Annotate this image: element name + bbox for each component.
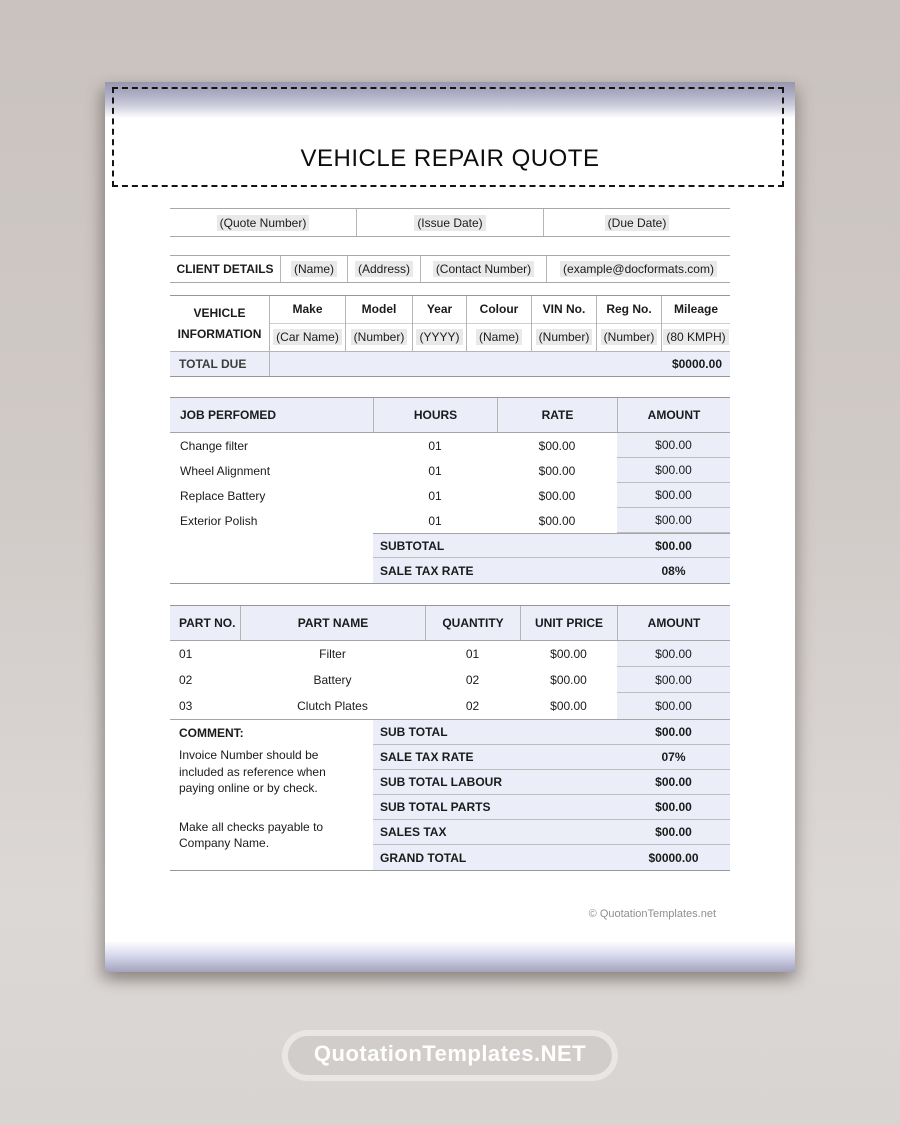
part-name: Battery <box>313 673 352 687</box>
job-row <box>170 508 730 533</box>
client-details-label: CLIENT DETAILS <box>176 262 274 276</box>
totals-label: SUB TOTAL LABOUR <box>380 775 502 789</box>
part-qty: 02 <box>465 699 480 713</box>
job-name: Exterior Polish <box>180 513 258 528</box>
job-subtotal-value: $00.00 <box>655 538 692 553</box>
year-header: Year <box>413 296 466 324</box>
comment-and-totals-section <box>170 719 730 870</box>
issue-date-placeholder[interactable]: (Issue Date) <box>414 215 485 231</box>
grand-total-label: GRAND TOTAL <box>380 850 467 865</box>
make-field[interactable] <box>270 324 345 351</box>
watermark-badge[interactable] <box>282 1030 618 1081</box>
comment-cell <box>170 720 373 870</box>
copyright-credit: © QuotationTemplates.net <box>588 908 716 920</box>
job-rate: $00.00 <box>538 513 576 528</box>
part-name: Filter <box>319 647 346 661</box>
vehicle-col-vin <box>531 296 596 351</box>
job-hours: 01 <box>428 513 442 528</box>
colour-field[interactable] <box>467 324 531 351</box>
job-tax-label: SALE TAX RATE <box>380 563 474 578</box>
totals-value: $00.00 <box>655 825 692 839</box>
job-amount: $00.00 <box>617 433 730 458</box>
mileage-header: Mileage <box>662 296 730 324</box>
job-amount-header: AMOUNT <box>617 398 730 432</box>
part-name: Clutch Plates <box>297 699 368 713</box>
part-no: 01 <box>179 647 193 661</box>
part-price: $00.00 <box>550 647 587 661</box>
total-due-label: TOTAL DUE <box>170 352 270 376</box>
part-no: 03 <box>179 699 193 713</box>
totals-row <box>373 770 730 795</box>
part-row <box>170 667 730 693</box>
total-due-value: $0000.00 <box>671 357 722 371</box>
part-price: $00.00 <box>550 673 587 687</box>
grand-total-row <box>373 845 730 870</box>
footer-gradient-strip <box>105 941 795 972</box>
make-placeholder[interactable]: (Car Name) <box>273 329 342 345</box>
mileage-field[interactable] <box>662 324 730 351</box>
job-rate: $00.00 <box>538 438 576 453</box>
client-email-field[interactable] <box>546 256 730 282</box>
mileage-placeholder[interactable]: (80 KMPH) <box>663 329 728 345</box>
quote-number-field[interactable] <box>170 209 356 236</box>
vehicle-col-mileage <box>661 296 730 351</box>
comment-label: COMMENT: <box>179 726 244 740</box>
job-row <box>170 433 730 458</box>
comment-paragraph-1: Invoice Number should be included as reference when paying online or by check. <box>179 748 326 795</box>
vin-placeholder[interactable]: (Number) <box>536 329 593 345</box>
hours-header: HOURS <box>373 398 497 432</box>
issue-date-field[interactable] <box>356 209 543 236</box>
totals-value: $00.00 <box>655 725 692 739</box>
totals-label: SUB TOTAL PARTS <box>380 800 491 814</box>
page-title: VEHICLE REPAIR QUOTE <box>300 145 600 172</box>
job-table-bottom-border <box>170 583 730 584</box>
model-placeholder[interactable]: (Number) <box>351 329 408 345</box>
job-performed-header: JOB PERFOMED <box>180 408 277 422</box>
job-row <box>170 458 730 483</box>
make-header: Make <box>270 296 345 324</box>
job-name: Replace Battery <box>180 488 266 503</box>
parts-totals <box>373 720 730 870</box>
comment-paragraph-2: Make all checks payable to Company Name. <box>179 819 324 850</box>
vehicle-information-table <box>170 295 730 377</box>
job-tax-value: 08% <box>661 563 686 578</box>
due-date-placeholder[interactable]: (Due Date) <box>605 215 670 231</box>
job-name: Wheel Alignment <box>180 463 271 478</box>
part-amount: $00.00 <box>617 641 730 667</box>
vehicle-col-year <box>412 296 466 351</box>
vehicle-information-label <box>170 296 270 351</box>
watermark-text[interactable]: QuotationTemplates.NET <box>288 1036 612 1075</box>
part-no-header: PART NO. <box>179 616 236 630</box>
document-page <box>105 82 795 972</box>
vehicle-col-make <box>270 296 345 351</box>
quote-info-row <box>170 208 730 237</box>
job-subtotal-row <box>373 533 730 558</box>
job-subtotal-label: SUBTOTAL <box>380 538 445 553</box>
reg-placeholder[interactable]: (Number) <box>601 329 658 345</box>
job-amount: $00.00 <box>617 508 730 533</box>
rate-header: RATE <box>497 398 617 432</box>
colour-header: Colour <box>467 296 531 324</box>
year-field[interactable] <box>413 324 466 351</box>
vehicle-label-line2: INFORMATION <box>177 327 262 342</box>
job-rate: $00.00 <box>538 488 576 503</box>
vehicle-col-model <box>345 296 412 351</box>
totals-value: $00.00 <box>655 800 692 814</box>
parts-table <box>170 605 730 871</box>
part-price: $00.00 <box>550 699 587 713</box>
totals-label: SALES TAX <box>380 825 447 839</box>
vehicle-col-reg <box>596 296 661 351</box>
client-name-field[interactable] <box>280 256 347 282</box>
totals-row <box>373 720 730 745</box>
totals-value: $00.00 <box>655 775 692 789</box>
part-amount-header: AMOUNT <box>617 606 730 640</box>
client-contact-field[interactable] <box>420 256 546 282</box>
totals-label: SUB TOTAL <box>380 725 448 739</box>
model-field[interactable] <box>346 324 412 351</box>
part-name-header: PART NAME <box>240 606 425 640</box>
vehicle-label-line1: VEHICLE <box>193 305 246 320</box>
totals-row <box>373 795 730 820</box>
job-performed-table <box>170 397 730 584</box>
job-row <box>170 483 730 508</box>
year-placeholder[interactable]: (YYYY) <box>416 329 462 345</box>
reg-field[interactable] <box>597 324 661 351</box>
quote-number-placeholder[interactable]: (Quote Number) <box>217 215 310 231</box>
client-address-field[interactable] <box>347 256 420 282</box>
job-rate: $00.00 <box>538 463 576 478</box>
client-address-placeholder[interactable]: (Address) <box>355 261 413 277</box>
client-contact-placeholder[interactable]: (Contact Number) <box>433 261 534 277</box>
client-name-placeholder[interactable]: (Name) <box>291 261 337 277</box>
part-no: 02 <box>179 673 193 687</box>
part-qty: 02 <box>465 673 480 687</box>
unit-price-header: UNIT PRICE <box>520 606 617 640</box>
parts-table-header <box>170 605 730 641</box>
vin-header: VIN No. <box>532 296 596 324</box>
job-hours: 01 <box>428 488 442 503</box>
due-date-field[interactable] <box>543 209 730 236</box>
grand-total-value: $0000.00 <box>648 850 699 865</box>
parts-table-bottom-border <box>170 870 730 871</box>
part-amount: $00.00 <box>617 693 730 719</box>
job-amount: $00.00 <box>617 483 730 508</box>
colour-placeholder[interactable]: (Name) <box>476 329 522 345</box>
vin-field[interactable] <box>532 324 596 351</box>
part-row <box>170 693 730 719</box>
totals-row <box>373 745 730 770</box>
part-qty: 01 <box>465 647 480 661</box>
job-table-header <box>170 397 730 433</box>
totals-label: SALE TAX RATE <box>380 750 474 764</box>
job-name: Change filter <box>180 438 249 453</box>
client-details-row <box>170 255 730 283</box>
job-amount: $00.00 <box>617 458 730 483</box>
job-hours: 01 <box>428 463 442 478</box>
job-tax-row <box>373 558 730 583</box>
reg-header: Reg No. <box>597 296 661 324</box>
totals-value: 07% <box>661 750 686 764</box>
quantity-header: QUANTITY <box>425 606 520 640</box>
client-email-placeholder[interactable]: (example@docformats.com) <box>560 261 717 277</box>
totals-row <box>373 820 730 845</box>
part-amount: $00.00 <box>617 667 730 693</box>
model-header: Model <box>346 296 412 324</box>
vehicle-col-colour <box>466 296 531 351</box>
total-due-row <box>170 351 730 377</box>
job-hours: 01 <box>428 438 442 453</box>
part-row <box>170 641 730 667</box>
